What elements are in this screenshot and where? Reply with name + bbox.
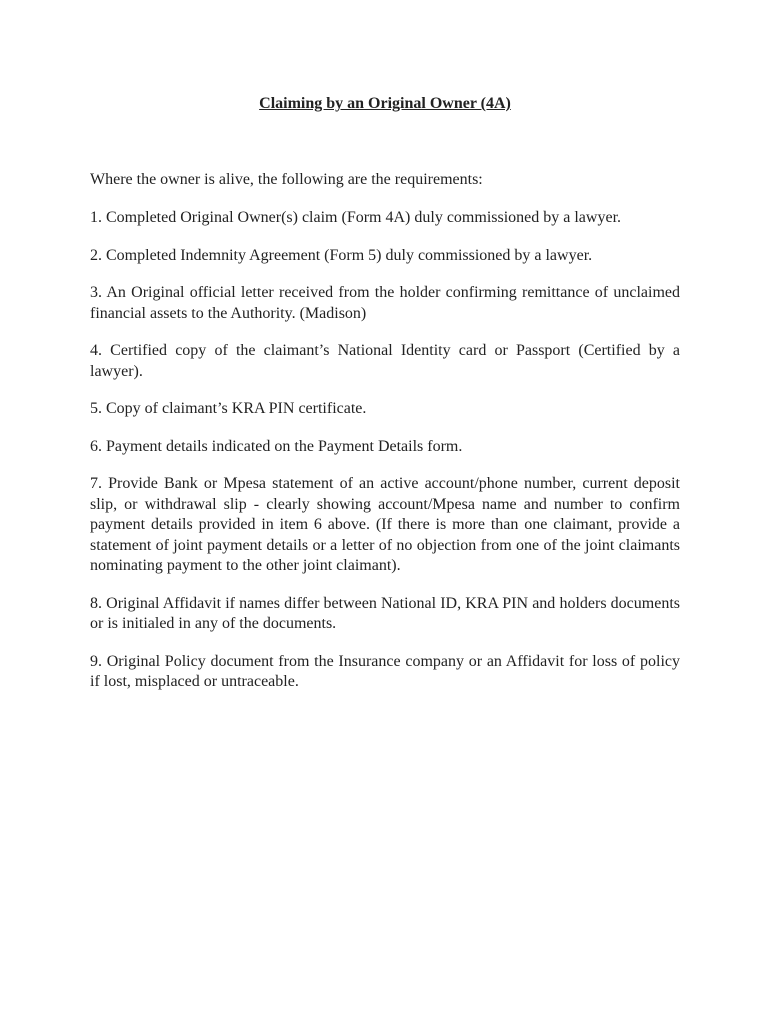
- requirement-item-4: 4. Certified copy of the claimant’s National Identity card or Passport (Certified by a lawyer).: [90, 342, 680, 380]
- requirement-item-8: 8. Original Affidavit if names differ between National ID, KRA PIN and holders documents or is initialed in any of the documents.: [90, 594, 680, 632]
- requirement-item-6: 6. Payment details indicated on the Payment Details form.: [90, 437, 463, 455]
- intro-text: Where the owner is alive, the following are the requirements:: [90, 171, 483, 188]
- requirement-item-2: 2. Completed Indemnity Agreement (Form 5) duly commissioned by a lawyer.: [90, 246, 593, 264]
- document-title: Claiming by an Original Owner (4A): [259, 95, 511, 112]
- requirement-item-5: 5. Copy of claimant’s KRA PIN certificate.: [90, 400, 367, 417]
- requirement-item-3: 3. An Original official letter received from the holder confirming remittance of unclaimed financial assets to the Authority. (Madison): [90, 284, 680, 322]
- requirements-list: [90, 208, 680, 693]
- requirement-item-7: 7. Provide Bank or Mpesa statement of an active account/phone number, current deposit slip, or withdrawal slip - clearly showing account/Mpesa name and number to confirm payment details provided in item 6 above. (If there is more than one claimant, provide a statement of joint payment details or a letter of no objection from one of the joint claimants nominating payment to the other joint claimant).: [90, 475, 680, 574]
- requirement-item-9: 9. Original Policy document from the Insurance company or an Affidavit for loss of policy if lost, misplaced or untraceable.: [90, 652, 680, 690]
- requirement-item-1: 1. Completed Original Owner(s) claim (Form 4A) duly commissioned by a lawyer.: [90, 209, 622, 226]
- document-body: [90, 170, 680, 710]
